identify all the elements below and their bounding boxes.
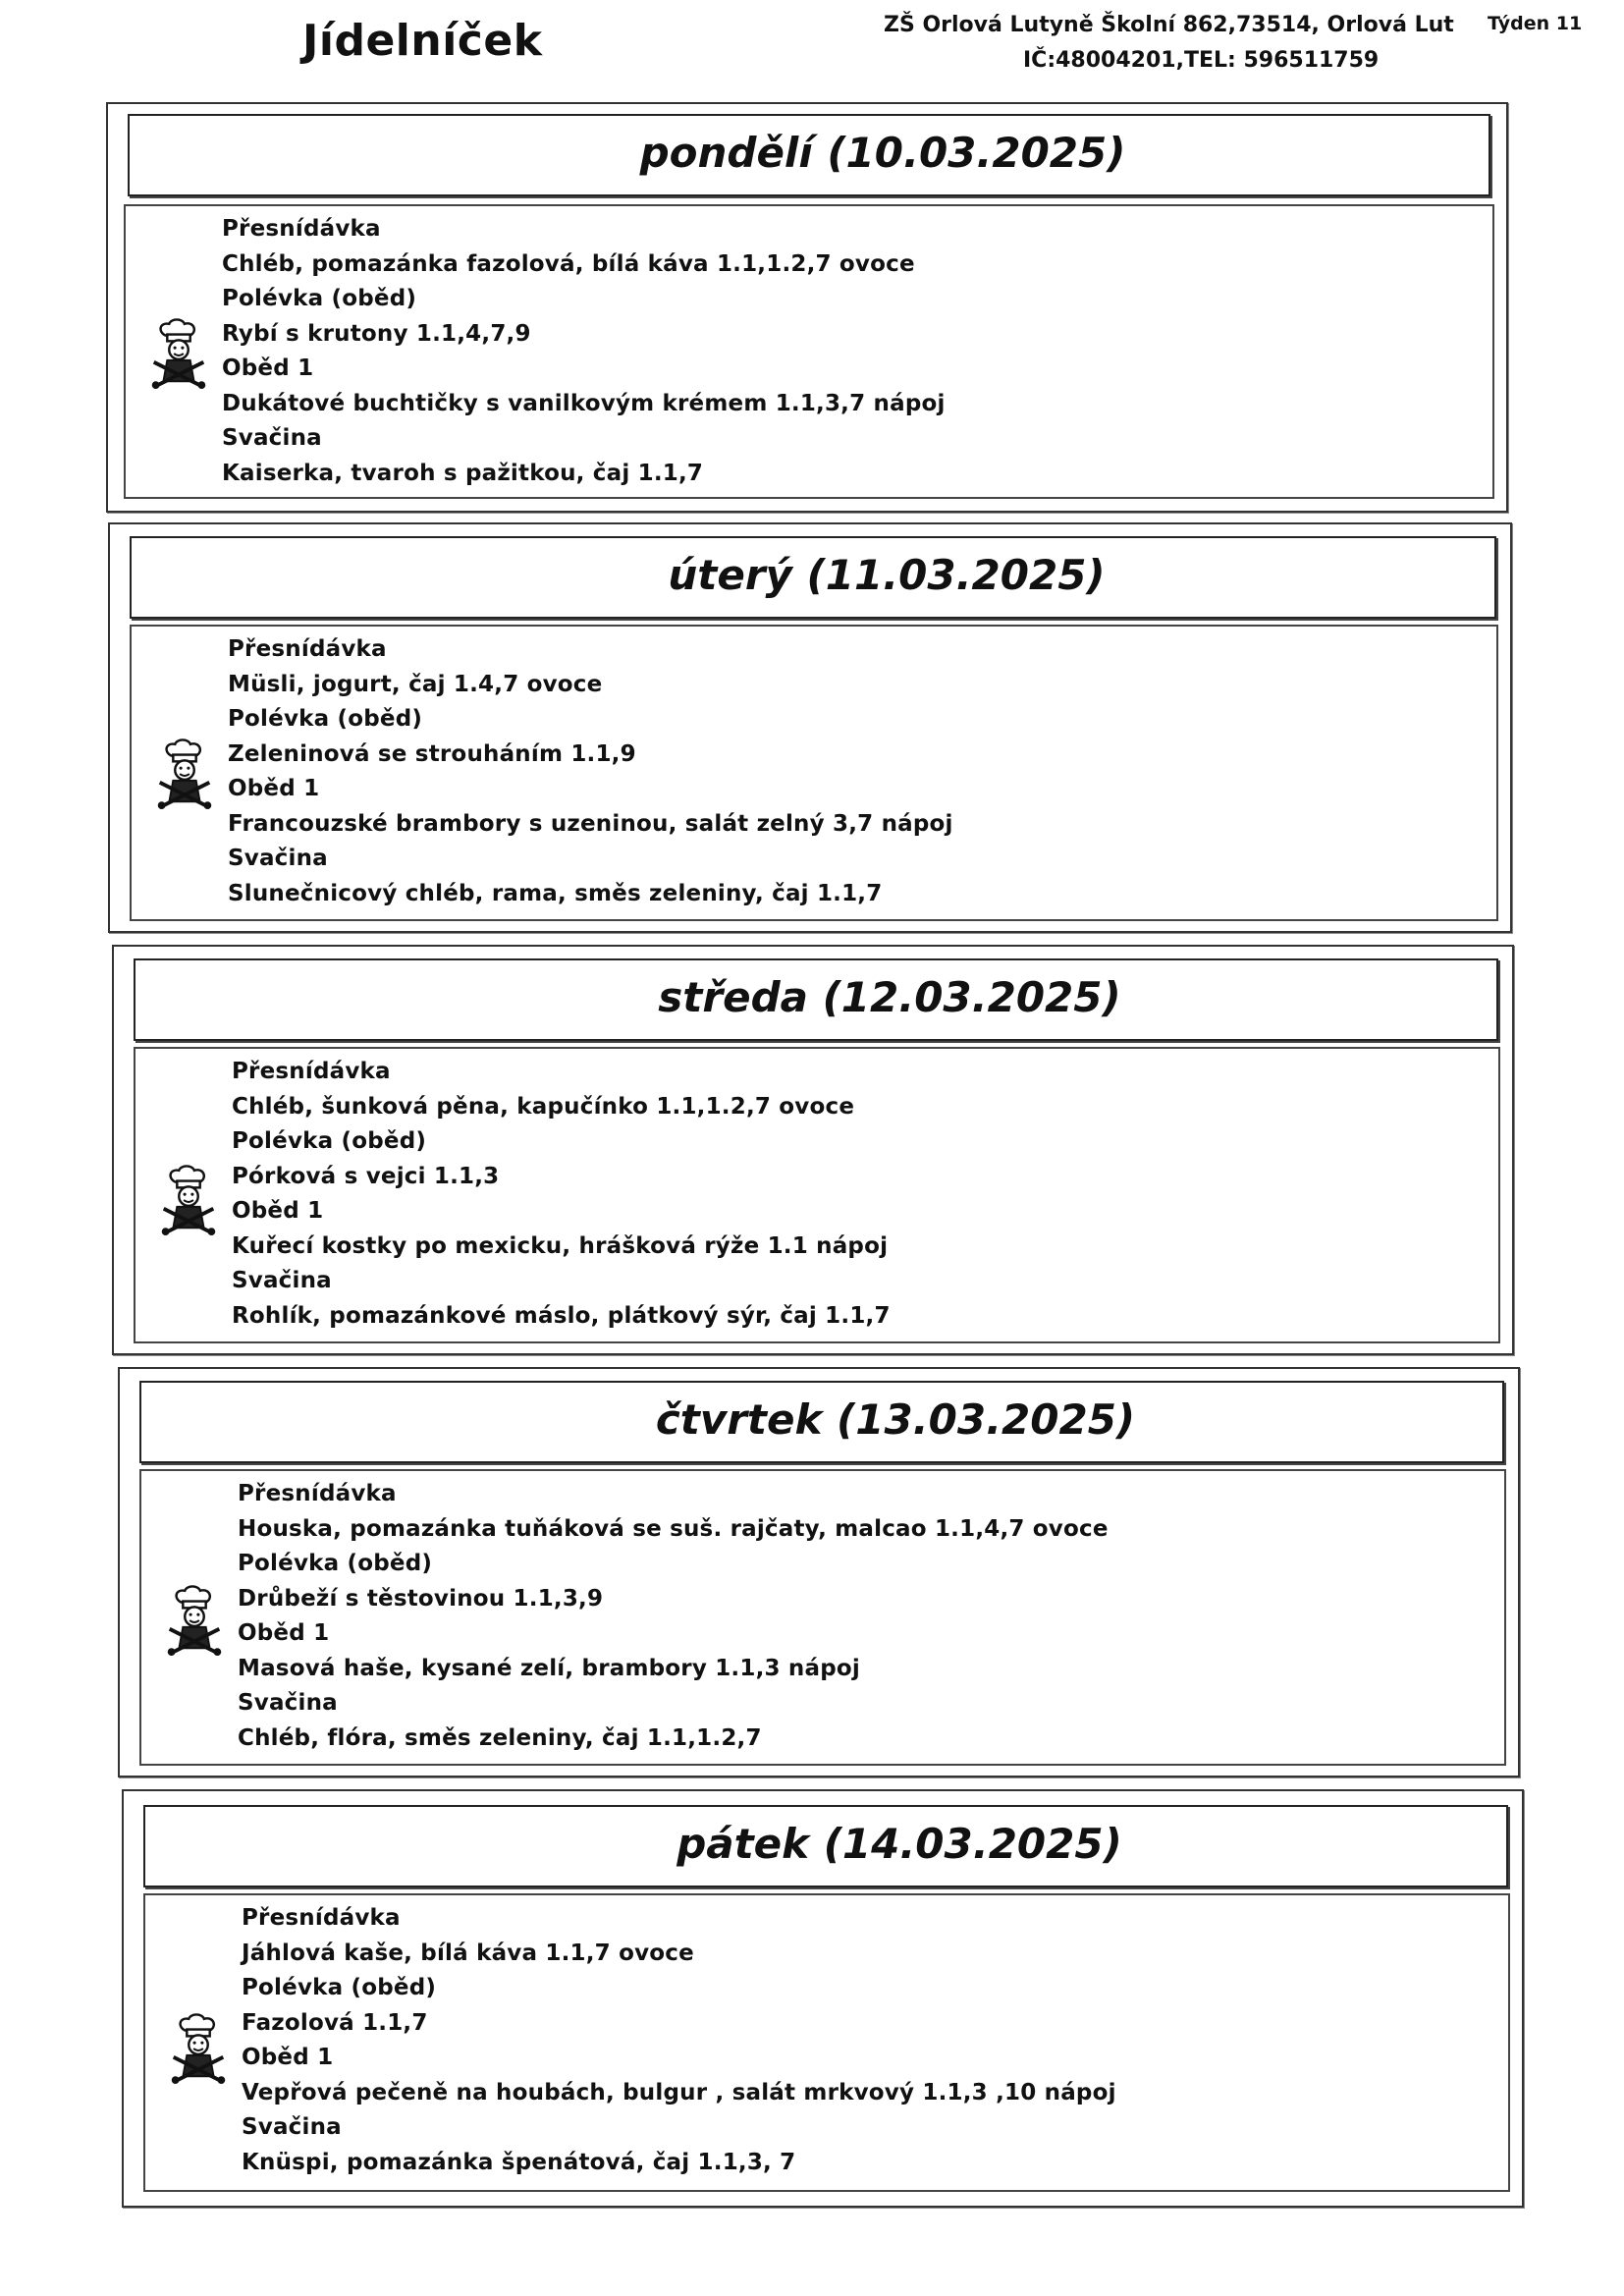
- meal-category: Svačina: [238, 1690, 338, 1716]
- meal-category: Svačina: [232, 1268, 332, 1293]
- meal-category: Polévka (oběd): [242, 1975, 437, 2000]
- day-header: [143, 1805, 1508, 1887]
- day-block: [108, 522, 1512, 933]
- meal-category: Přesnídávka: [238, 1481, 397, 1506]
- day-menu: [139, 1469, 1506, 1766]
- meal-category: Polévka (oběd): [238, 1551, 433, 1576]
- meal-item: Vepřová pečeně na houbách, bulgur , salát mrkvový 1.1,3 ,10 nápoj: [242, 2079, 1116, 2105]
- day-title: středa (12.03.2025): [658, 973, 1121, 1021]
- meal-category: Polévka (oběd): [232, 1128, 427, 1154]
- meal-category: Oběd 1: [228, 776, 320, 801]
- meal-item: Fazolová 1.1,7: [242, 2009, 428, 2036]
- chef-icon: [167, 2013, 230, 2086]
- meal-category: Oběd 1: [222, 355, 314, 381]
- meal-category: Svačina: [242, 2114, 342, 2140]
- meal-item: Chléb, pomazánka fazolová, bílá káva 1.1,1.2,7 ovoce: [222, 250, 915, 277]
- chef-icon: [157, 1165, 220, 1237]
- meal-list: [222, 212, 946, 491]
- meal-item: Drůbeží s těstovinou 1.1,3,9: [238, 1585, 604, 1612]
- meal-item: Houska, pomazánka tuňáková se suš. rajčaty, malcao 1.1,4,7 ovoce: [238, 1515, 1109, 1542]
- day-title: čtvrtek (13.03.2025): [655, 1395, 1136, 1444]
- meal-item: Dukátové buchtičky s vanilkovým krémem 1.1,3,7 nápoj: [222, 390, 946, 416]
- day-title: úterý (11.03.2025): [668, 551, 1106, 599]
- school-address: ZŠ Orlová Lutyně Školní 862,73514, Orlová Lut: [884, 13, 1454, 37]
- meal-category: Oběd 1: [232, 1198, 324, 1224]
- meal-item: Chléb, flóra, směs zeleniny, čaj 1.1,1.2,7: [238, 1724, 762, 1751]
- chef-icon: [147, 318, 210, 391]
- meal-item: Slunečnicový chléb, rama, směs zeleniny, čaj 1.1,7: [228, 880, 883, 906]
- meal-item: Knüspi, pomazánka špenátová, čaj 1.1,3, 7: [242, 2149, 796, 2175]
- day-title: pátek (14.03.2025): [677, 1820, 1122, 1868]
- meal-list: [242, 1901, 1116, 2180]
- day-header: [130, 536, 1496, 619]
- day-header: [134, 958, 1498, 1041]
- meal-item: Masová haše, kysané zelí, brambory 1.1,3 nápoj: [238, 1655, 860, 1681]
- meal-category: Svačina: [222, 425, 322, 451]
- school-contact: IČ:48004201,TEL: 596511759: [1023, 48, 1380, 73]
- meal-category: Polévka (oběd): [222, 286, 417, 311]
- day-menu: [124, 204, 1494, 499]
- header-info: [884, 8, 1624, 86]
- meal-list: [238, 1477, 1109, 1756]
- meal-category: Polévka (oběd): [228, 706, 423, 732]
- meal-item: Müsli, jogurt, čaj 1.4,7 ovoce: [228, 671, 603, 697]
- day-block: [118, 1367, 1520, 1777]
- day-block: [106, 102, 1508, 513]
- meal-item: Zeleninová se strouháním 1.1,9: [228, 740, 636, 767]
- meal-list: [232, 1055, 891, 1334]
- meal-item: Kuřecí kostky po mexicku, hrášková rýže 1.1 nápoj: [232, 1232, 889, 1259]
- meal-item: Pórková s vejci 1.1,3: [232, 1163, 500, 1189]
- page-title: Jídelníček: [302, 16, 543, 66]
- meal-category: Svačina: [228, 846, 328, 871]
- meal-category: Přesnídávka: [232, 1059, 391, 1084]
- meal-category: Přesnídávka: [242, 1905, 401, 1931]
- meal-list: [228, 632, 953, 911]
- meal-item: Francouzské brambory s uzeninou, salát zelný 3,7 nápoj: [228, 810, 953, 837]
- meal-category: Oběd 1: [238, 1620, 330, 1646]
- meal-item: Rybí s krutony 1.1,4,7,9: [222, 320, 531, 347]
- chef-icon: [153, 738, 216, 811]
- meal-category: Oběd 1: [242, 2045, 334, 2070]
- meal-category: Přesnídávka: [228, 636, 387, 662]
- day-menu: [134, 1047, 1500, 1343]
- meal-category: Přesnídávka: [222, 216, 381, 242]
- day-header: [139, 1381, 1504, 1463]
- meal-item: Chléb, šunková pěna, kapučínko 1.1,1.2,7 ovoce: [232, 1093, 855, 1120]
- chef-icon: [163, 1585, 226, 1658]
- meal-item: Rohlík, pomazánkové máslo, plátkový sýr, čaj 1.1,7: [232, 1302, 891, 1329]
- day-menu: [143, 1893, 1510, 2192]
- meal-item: Kaiserka, tvaroh s pažitkou, čaj 1.1,7: [222, 460, 704, 486]
- week-number: Týden 11: [1488, 13, 1583, 34]
- day-block: [122, 1789, 1524, 2208]
- day-title: pondělí (10.03.2025): [639, 129, 1126, 177]
- day-header: [128, 114, 1490, 196]
- meal-item: Jáhlová kaše, bílá káva 1.1,7 ovoce: [242, 1940, 694, 1966]
- day-menu: [130, 625, 1498, 921]
- day-block: [112, 945, 1514, 1355]
